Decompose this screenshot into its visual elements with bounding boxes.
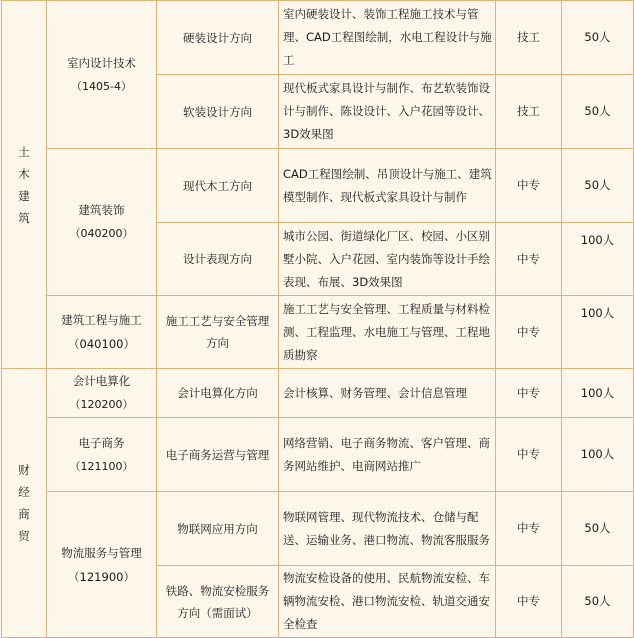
content-cell: 物流安检设备的使用、民航物流安检、车辆物流安检、港口物流安检、轨道交通安全检查: [279, 566, 496, 638]
category-cell: 财 经 商 贸: [2, 369, 47, 638]
major-name: 电子商务: [78, 435, 125, 450]
level-cell: 中专: [496, 296, 562, 369]
major-cell: [47, 492, 157, 638]
level-cell: 中专: [496, 223, 562, 296]
table-row: [2, 492, 634, 566]
count-cell: 50人: [562, 1, 634, 75]
count-cell: 100人: [562, 296, 634, 369]
direction-cell: 硬装设计方向: [157, 1, 279, 75]
direction-cell: 电子商务运营与管理: [157, 418, 279, 492]
count-cell: 50人: [562, 149, 634, 223]
content-cell: 网络营销、电子商务物流、客户管理、商务网站维护、电商网站推广: [279, 418, 496, 492]
direction-cell: 物联网应用方向: [157, 492, 279, 566]
level-cell: 技工: [496, 1, 562, 75]
major-code: （1405-4）: [71, 79, 132, 93]
level-cell: 中专: [496, 149, 562, 223]
content-cell: 会计核算、财务管理、会计信息管理: [279, 369, 496, 418]
count-cell: 100人: [562, 223, 634, 296]
table-row: [2, 296, 634, 369]
table-row: [2, 418, 634, 492]
direction-cell: 现代木工方向: [157, 149, 279, 223]
direction-cell: 设计表现方向: [157, 223, 279, 296]
level-cell: 中专: [496, 369, 562, 418]
major-cell: [47, 296, 157, 369]
content-cell: CAD工程图绘制、吊顶设计与施工、建筑模型制作、现代板式家具设计与制作: [279, 149, 496, 223]
table-row: [2, 149, 634, 223]
major-name: 建筑工程与施工（040100）: [61, 313, 142, 351]
category-cell: 土 木 建 筑: [2, 1, 47, 369]
content-cell: 室内硬装设计、装饰工程施工技术与管理、CAD工程图绘制，水电工程设计与施工: [279, 1, 496, 75]
level-cell: 技工: [496, 75, 562, 149]
content-cell: 施工工艺与安全管理、工程质量与材料检测、工程监理、水电施工与管理、工程地质勘察: [279, 296, 496, 369]
direction-cell: 会计电算化方向: [157, 369, 279, 418]
major-name: 建筑装饰: [78, 203, 125, 217]
major-cell: [47, 369, 157, 418]
level-cell: 中专: [496, 566, 562, 638]
major-name: 物流服务与管理（121900）: [61, 545, 142, 584]
direction-cell: 软装设计方向: [157, 75, 279, 149]
major-name: 室内设计技术: [67, 55, 136, 70]
major-code: （121100）: [69, 459, 134, 473]
table-row: [2, 1, 634, 75]
count-cell: 50人: [562, 75, 634, 149]
major-cell: [47, 149, 157, 296]
direction-cell: 铁路、物流安检服务方向（需面试）: [157, 566, 279, 638]
count-cell: 100人: [562, 369, 634, 418]
content-cell: 城市公园、街道绿化厂区、校园、小区别墅小院、入户花园、室内装饰等设计手绘表现、布展、3D效果图: [279, 223, 496, 296]
table-row: [2, 369, 634, 418]
content-cell: 现代板式家具设计与制作、布艺软装饰设计与制作、陈设设计、入户花园等设计、3D效果图: [279, 75, 496, 149]
enrollment-table: [1, 0, 634, 638]
major-code: （040200）: [69, 227, 134, 240]
level-cell: 中专: [496, 418, 562, 492]
major-name: 会计电算化: [72, 374, 131, 388]
count-cell: 50人: [562, 566, 634, 638]
major-cell: [47, 418, 157, 492]
direction-cell: 施工工艺与安全管理方向: [157, 296, 279, 369]
major-cell: [47, 1, 157, 149]
count-cell: 50人: [562, 492, 634, 566]
major-code: （120200）: [69, 398, 134, 411]
content-cell: 物联网管理、现代物流技术、仓储与配送、运输业务、港口物流、物流客服服务: [279, 492, 496, 566]
count-cell: 100人: [562, 418, 634, 492]
level-cell: 中专: [496, 492, 562, 566]
